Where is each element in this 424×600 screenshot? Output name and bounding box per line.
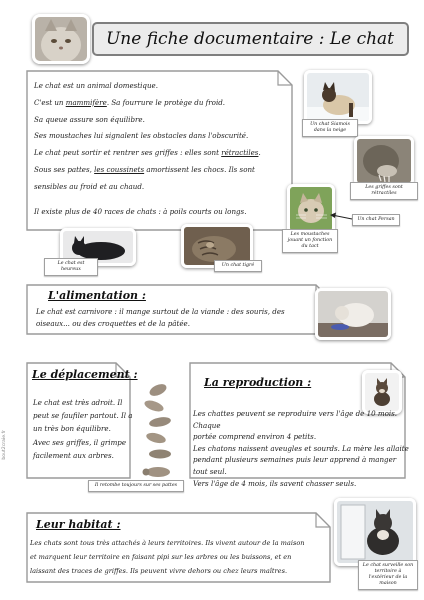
caption-leaps: Il retombe toujours sur ses pattes	[88, 480, 184, 492]
page-title: Une fiche documentaire : Le chat	[105, 29, 395, 49]
caption-sleeping: Le chat est heureux	[44, 258, 98, 276]
siamese-cat-photo	[304, 70, 372, 124]
intro-text	[34, 78, 289, 220]
header-cat-photo	[32, 14, 90, 64]
deplacement-heading: Le déplacement :	[32, 368, 138, 381]
keyword-coussinets: les coussinets	[94, 164, 145, 174]
cat-window-photo	[334, 498, 416, 566]
side-credit: bout2craie.fr	[2, 430, 7, 460]
alimentation-text: Le chat est carnivore : il mange surtout de la viande : des souris, des oiseaux... ou des croquettes et de la pâtée.	[36, 307, 285, 328]
intro-line: Le chat est un animal domestique.	[34, 81, 158, 90]
alimentation-heading: L'alimentation :	[48, 289, 146, 302]
reproduction-text: Les chattes peuvent se reproduire vers l'âge de 10 mois. Chaque portée comprend environ 4 petits. Les chatons naissent aveugles et sourds. La mère les allaite pendant plusieurs semaines puis leur apprend à manger tout seul. Vers l'âge de 4 mois, ils savent chasser seuls.	[193, 409, 409, 488]
caption-siamese: Un chat Siamois dans la neige	[302, 119, 358, 137]
intro-line: Sous ses pattes, les coussinets amortissent les chocs. Ils sont	[34, 164, 255, 174]
intro-line: sensibles au froid et au chaud.	[34, 181, 145, 191]
caption-persan: Un chat Persan	[352, 214, 400, 226]
keyword-mammifere: mammifère	[65, 97, 107, 107]
cat-eating-photo	[315, 288, 391, 340]
leaping-cat-sequence	[136, 380, 180, 484]
whiskers-photo	[287, 184, 335, 234]
habitat-text: Les chats sont tous très attachés à leurs territoires. Ils vivent autour de la maison et marquent leur territoire en faisant pipi sur les arbres ou les buissons, et en laissant des traces de griffes. Ils peuvent vivre dehors ou chez leurs maîtres.	[30, 539, 305, 575]
claws-photo	[354, 136, 414, 186]
caption-tabby: Un chat tigré	[214, 260, 262, 272]
keyword-retractiles: rétractiles	[221, 148, 259, 158]
caption-claws: Les griffes sont rétractiles	[350, 182, 418, 200]
intro-line: Le chat peut sortir et rentrer ses griffes : elles sont rétractiles.	[34, 148, 261, 158]
caption-territory: Le chat surveille son territoire à l'extérieur de la maison	[358, 560, 418, 590]
intro-line: Ses moustaches lui signalent les obstacles dans l'obscurité.	[34, 131, 249, 141]
intro-line: Sa queue assure son équilibre.	[34, 114, 145, 124]
arrow-icon	[328, 212, 354, 222]
intro-line: C'est un mammifère. Sa fourrure le protège du froid.	[34, 97, 226, 107]
reproduction-heading: La reproduction :	[204, 376, 312, 389]
caption-whiskers: Les moustaches jouant un fonction du tact	[282, 229, 338, 253]
deplacement-text: Le chat est très adroit. Il peut se faufiler partout. Il a un très bon équilibre. Avec ses griffes, il grimpe facilement aux arbres.	[33, 398, 133, 460]
intro-line: Il existe plus de 40 races de chats : à poils courts ou longs.	[34, 206, 247, 216]
habitat-heading: Leur habitat :	[36, 518, 121, 531]
